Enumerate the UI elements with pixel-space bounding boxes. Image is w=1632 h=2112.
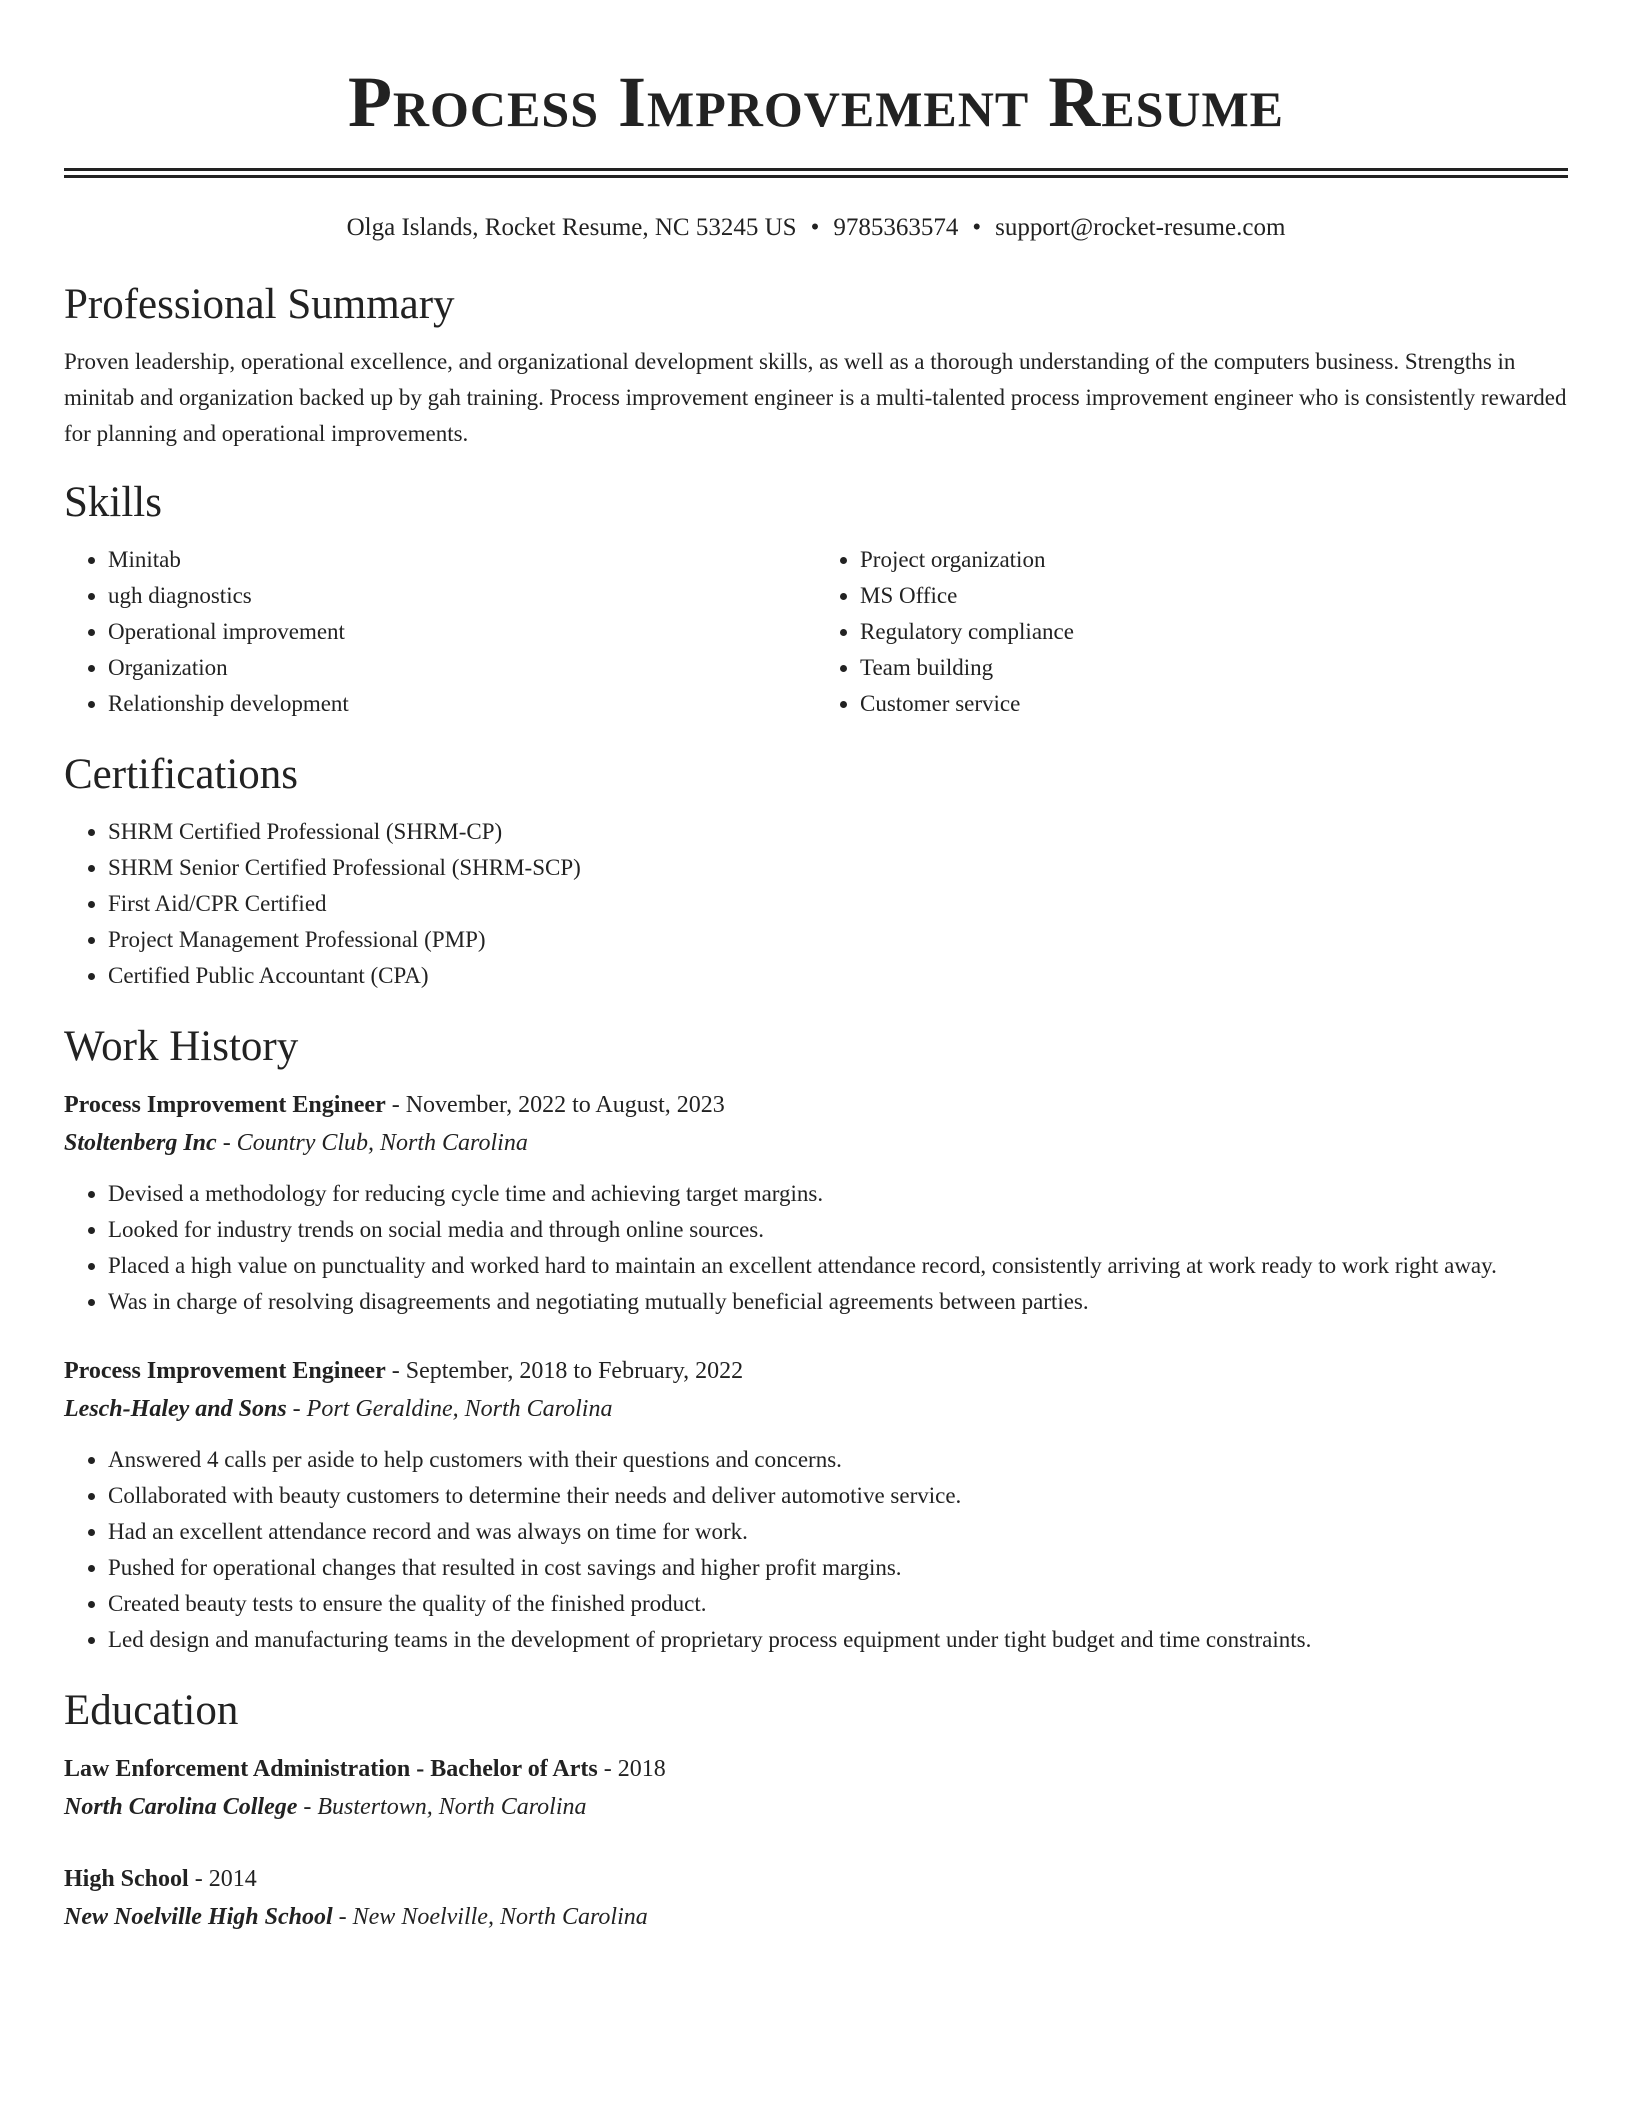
certification-item: • Certified Public Accountant (CPA) bbox=[108, 958, 1568, 994]
education-year: - 2018 bbox=[597, 1756, 666, 1782]
contact-address: Olga Islands, Rocket Resume, NC 53245 US bbox=[346, 214, 797, 241]
certifications-heading: Certifications bbox=[64, 751, 299, 798]
job-bullet: • Was in charge of resolving disagreements and negotiating mutually beneficial agreements between parties. bbox=[108, 1284, 1568, 1320]
job-bullet: • Led design and manufacturing teams in the development of proprietary process equipment under tight budget and time constraints. bbox=[108, 1622, 1568, 1658]
education-school: North Carolina College bbox=[64, 1794, 298, 1820]
job-bullets bbox=[64, 1442, 1568, 1658]
summary-heading: Professional Summary bbox=[64, 281, 455, 328]
contact-line bbox=[64, 212, 1568, 244]
skills-section bbox=[64, 476, 1568, 722]
skill-item: • Relationship development bbox=[108, 686, 816, 722]
education-school-line bbox=[64, 1788, 1568, 1826]
job-bullet: • Pushed for operational changes that resulted in cost savings and higher profit margins. bbox=[108, 1550, 1568, 1586]
job-bullet: • Had an excellent attendance record and was always on time for work. bbox=[108, 1514, 1568, 1550]
certification-item: • SHRM Certified Professional (SHRM-CP) bbox=[108, 814, 1568, 850]
job-entry bbox=[64, 1086, 1568, 1320]
education-heading: Education bbox=[64, 1687, 239, 1734]
job-bullet: • Collaborated with beauty customers to determine their needs and deliver automotive service. bbox=[108, 1478, 1568, 1514]
certifications-section bbox=[64, 748, 1568, 994]
education-location: - Bustertown, North Carolina bbox=[297, 1794, 587, 1820]
job-bullet: • Looked for industry trends on social media and through online sources. bbox=[108, 1212, 1568, 1248]
contact-separator: • bbox=[972, 214, 982, 241]
job-bullets bbox=[64, 1176, 1568, 1320]
job-company-line bbox=[64, 1124, 1568, 1162]
skill-item: • Project organization bbox=[860, 542, 1568, 578]
education-school: New Noelville High School bbox=[64, 1904, 333, 1930]
job-location: - Port Geraldine, North Carolina bbox=[286, 1396, 613, 1422]
job-dates: - November, 2022 to August, 2023 bbox=[385, 1092, 725, 1118]
education-entry bbox=[64, 1750, 1568, 1826]
skill-item: • Regulatory compliance bbox=[860, 614, 1568, 650]
job-title-line bbox=[64, 1352, 1568, 1390]
contact-separator: • bbox=[810, 214, 820, 241]
education-school-line bbox=[64, 1898, 1568, 1936]
education-year: - 2014 bbox=[188, 1866, 257, 1892]
contact-phone[interactable]: 9785363574 bbox=[833, 214, 959, 241]
education-degree: Law Enforcement Administration - Bachelor of Arts bbox=[64, 1756, 598, 1782]
skill-item: • Team building bbox=[860, 650, 1568, 686]
skill-item: • ugh diagnostics bbox=[108, 578, 816, 614]
job-location: - Country Club, North Carolina bbox=[216, 1130, 528, 1156]
job-title: Process Improvement Engineer bbox=[64, 1092, 386, 1118]
certifications-list bbox=[64, 814, 1568, 994]
skill-item: • MS Office bbox=[860, 578, 1568, 614]
summary-text: Proven leadership, operational excellence, and organizational development skills, as well as a thorough understanding of the computers business. Strengths in minitab and organization backed up by gah training. Process improvement engineer is a multi-talented process improvement engineer who is consistently rewarded for planning and operational improvements. bbox=[64, 349, 1567, 446]
skill-item: • Customer service bbox=[860, 686, 1568, 722]
contact-email[interactable]: support@rocket-resume.com bbox=[995, 214, 1286, 241]
skills-left-list bbox=[64, 542, 816, 722]
job-bullet: • Answered 4 calls per aside to help customers with their questions and concerns. bbox=[108, 1442, 1568, 1478]
job-title: Process Improvement Engineer bbox=[64, 1358, 386, 1384]
work-history-heading: Work History bbox=[64, 1023, 299, 1070]
job-company-line bbox=[64, 1390, 1568, 1428]
education-section bbox=[64, 1684, 1568, 1936]
education-entry bbox=[64, 1860, 1568, 1936]
title-double-rule bbox=[64, 168, 1568, 178]
education-location: - New Noelville, North Carolina bbox=[332, 1904, 648, 1930]
skills-heading: Skills bbox=[64, 479, 162, 526]
job-company: Stoltenberg Inc bbox=[64, 1130, 217, 1156]
job-dates: - September, 2018 to February, 2022 bbox=[385, 1358, 744, 1384]
education-degree-line bbox=[64, 1860, 1568, 1898]
skill-item: • Operational improvement bbox=[108, 614, 816, 650]
skill-item: • Minitab bbox=[108, 542, 816, 578]
skills-right-list bbox=[816, 542, 1568, 722]
job-entry bbox=[64, 1352, 1568, 1658]
certification-item: • SHRM Senior Certified Professional (SHRM-SCP) bbox=[108, 850, 1568, 886]
skill-item: • Organization bbox=[108, 650, 816, 686]
education-degree: High School bbox=[64, 1866, 189, 1892]
job-company: Lesch-Haley and Sons bbox=[64, 1396, 287, 1422]
certification-item: • Project Management Professional (PMP) bbox=[108, 922, 1568, 958]
job-bullet: • Devised a methodology for reducing cycle time and achieving target margins. bbox=[108, 1176, 1568, 1212]
skills-columns bbox=[64, 542, 1568, 722]
job-title-line bbox=[64, 1086, 1568, 1124]
work-history-section bbox=[64, 1020, 1568, 1658]
job-bullet: • Created beauty tests to ensure the quality of the finished product. bbox=[108, 1586, 1568, 1622]
resume-title: Process Improvement Resume bbox=[347, 62, 1285, 142]
education-degree-line bbox=[64, 1750, 1568, 1788]
certification-item: • First Aid/CPR Certified bbox=[108, 886, 1568, 922]
job-bullet: • Placed a high value on punctuality and worked hard to maintain an excellent attendance record, consistently arriving at work ready to work right away. bbox=[108, 1248, 1568, 1284]
summary-section bbox=[64, 278, 1568, 452]
